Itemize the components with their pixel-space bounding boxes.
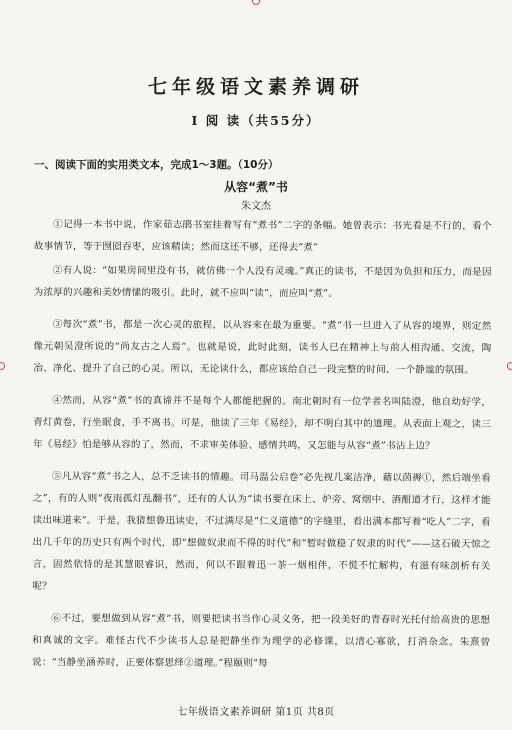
paragraph-4: ④然而，从容“煮”书的真谛并不是每个人都能把握的。南北朝时有一位学者名叫陆澄，他自幼好学，青灯黄卷，行坐眠食，手不离书。可是，他读了三年《易经》，却不明白其中的道理。从表面上观之，读三年《易经》怕是够从容的了，然而，不求审美体验、感情共鸣，又怎能与从容“煮”书沾上边？ <box>32 395 492 452</box>
question-heading: 一、阅读下面的实用类文本，完成1～3题。（10分） <box>34 159 279 171</box>
crop-marker-left <box>0 362 5 370</box>
paragraph-3: ③每次“煮”书，都是一次心灵的旅程，以从容来在最为重要。“煮”书一旦进入了从容的境界，则定然像元朝吴澄所说的“尚友古之人焉”。也就是说，此时此刻，读书人已在精神上与前人相沟通、交流，陶冶、净化、提升了自己的心灵。所以，无论读什么，都应该给自己一段完整的时间、一个静谧的氛围。 <box>33 319 492 376</box>
page-footer: 七年级语文素养调研 第1页 共8页 <box>177 707 335 718</box>
article-title: 从容“煮”书 <box>224 180 288 194</box>
article-body <box>32 214 492 676</box>
paragraph-5: ⑤凡从容“煮”书之人，总不乏读书的情趣。司马温公启卷“必先视几案洁净，藉以茵褥①，然后端坐看之”，有的人则“夜雨孤灯乱翻书”，还有的人认为“读书要在床上、炉旁、窝烟中、酒酣道才行，这样才能读出味道来”。于是，我猜想鲁迅读史，不过满尽是“仁义道德”的字缝里，看出满本都写着“吃人”二字，看出几千年的历史只有两个时代，即“想做奴隶而不得的时代”和“暂时做稳了奴隶的时代”——这石破天惊之言，固然依恃的是其慧眼睿识，然而，何以不跟着迅一茶一烟相伴，不慌不忙解构，有滋有味剖析有关呢？ <box>32 471 491 593</box>
page-title: 七年级语文素养调研 <box>147 76 364 98</box>
paragraph-6: ⑥不过，要想做到从容“煮”书，则要把读书当作心灵义务，把一段美好的青春时光托付给高贵的思想和真诚的文字。难怪古代不少读书人总是把静坐作为理学的必修课，以清心寡欲，打消杂念。朱熹曾说：“当静坐涵养时，正要体察思绎②道理。”程颐则“每 <box>32 613 491 670</box>
crop-marker-top <box>252 0 260 5</box>
paragraph-2: ②有人说：“如果房间里没有书，就仿佛一个人没有灵魂。”真正的读书，不是因为负担和压力，而是因为浓厚的兴趣和美妙情愫的吸引。此时，就不应叫“读”，而应叫“煮”。 <box>33 265 492 300</box>
crop-marker-right <box>507 362 512 370</box>
paragraph-1: ①记得一本书中说，作家茹志鹃书室挂着写有“煮书”二字的条幅。她曾表示：书光看是不行的，看个故事情节，等于囫囵吞枣，应该精读；然而这还不够，还得去“煮” <box>33 219 492 254</box>
part-heading: Ⅰ 阅 读（共55分） <box>191 113 321 128</box>
article-author: 朱文杰 <box>241 201 271 212</box>
